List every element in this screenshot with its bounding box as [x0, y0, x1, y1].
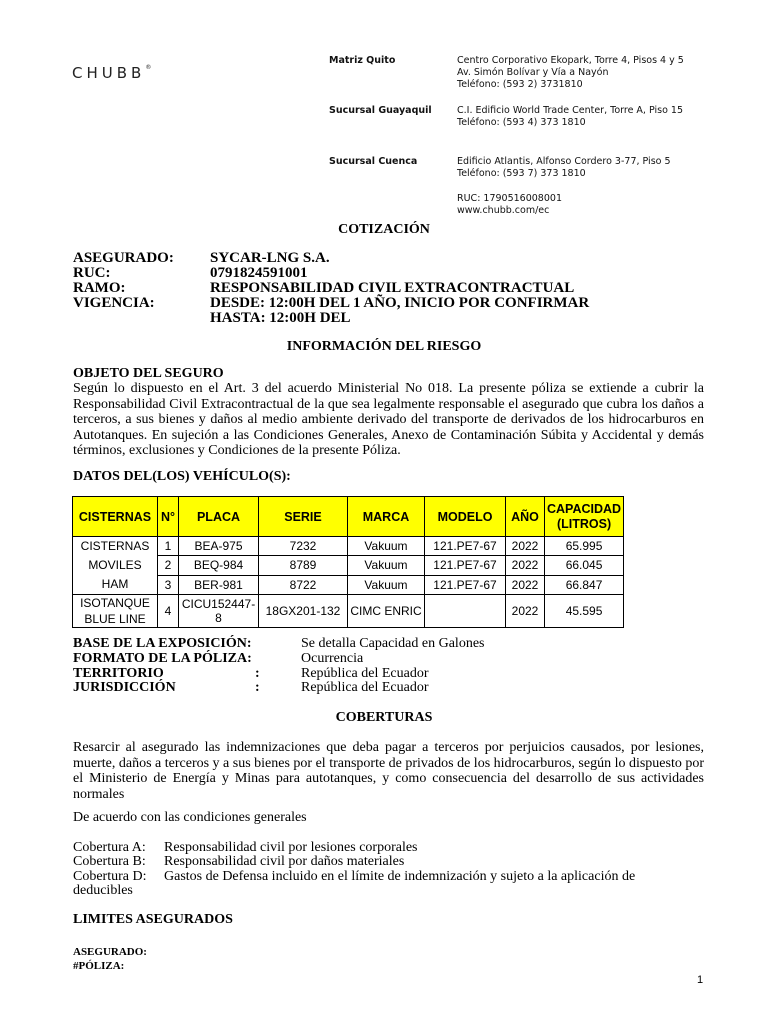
- asegurado-label: ASEGURADO:: [73, 250, 174, 266]
- vigencia-hasta: HASTA: 12:00H DEL: [210, 310, 351, 326]
- cell-marca: CIMC ENRIC: [348, 595, 425, 628]
- table-row: [73, 595, 624, 628]
- coberturas-text: Resarcir al asegurado las indemnizaciones que deba pagar a terceros por perjuicios causados, por lesiones, muerte, daños a terceros y a sus bienes por el transporte de privados de los hidrocarburos, según lo dispuesto por el Ministerio de Energía y Minas para autotanques, y como consecuencia del desarrollo de sus actividades normales: [73, 740, 705, 802]
- col-modelo: MODELO: [425, 497, 506, 537]
- vigencia-label: VIGENCIA:: [73, 295, 155, 311]
- office-address-cuenca: [457, 156, 671, 180]
- ramo-label: RAMO:: [73, 280, 126, 296]
- office-address-guayaquil: [457, 105, 683, 129]
- cell-n: 2: [158, 556, 179, 575]
- objeto-text: Según lo dispuesto en el Art. 3 del acuerdo Ministerial No 018. La presente póliza se extiende a cubrir la Responsabilidad Civil Extracontractual de la que sea legalmente responsable el asegurado que cubra los daños a terceros, a sus bienes y daños al medio ambiente derivado del transporte de derivados de los hidrocarburos en Autotanques. En sujeción a las Condiciones Generales, Anexo de Contaminación Súbita y Accidental y demás términos, exclusiones y Condiciones de la presente Póliza.: [73, 381, 704, 458]
- coberturas-heading: COBERTURAS: [335, 710, 433, 725]
- cell-marca: Vakuum: [348, 575, 425, 594]
- table-row: [73, 537, 624, 556]
- office-label-quito: Matriz Quito: [329, 55, 396, 66]
- address-line: Centro Corporativo Ekopark, Torre 4, Pisos 4 y 5: [457, 55, 684, 66]
- cell-capacidad: 45.595: [545, 595, 624, 628]
- cell-marca: Vakuum: [348, 556, 425, 575]
- address-line: Teléfono: (593 7) 373 1810: [457, 168, 586, 179]
- cell-anio: 2022: [506, 595, 545, 628]
- cell-serie: 18GX201-132: [259, 595, 348, 628]
- cell-serie: 7232: [259, 537, 348, 556]
- address-line: C.I. Edificio World Trade Center, Torre A, Piso 15: [457, 105, 684, 116]
- exposicion-value: Se detalla Capacidad en Galones: [301, 636, 485, 651]
- group-isotanque-cell: [73, 595, 158, 628]
- cell-serie: 8789: [259, 556, 348, 575]
- group-label-line: CISTERNAS: [80, 539, 150, 553]
- col-anio: AÑO: [506, 497, 545, 537]
- objeto-heading: OBJETO DEL SEGURO: [73, 366, 224, 381]
- cell-capacidad: 65.995: [545, 537, 624, 556]
- group-label-line: HAM: [101, 577, 129, 591]
- cell-capacidad: 66.847: [545, 575, 624, 594]
- col-cisternas: CISTERNAS: [73, 497, 158, 537]
- table-header-row: [73, 497, 624, 537]
- office-address-quito: [457, 55, 684, 91]
- limites-asegurado-label: ASEGURADO:: [73, 946, 147, 958]
- cell-anio: 2022: [506, 556, 545, 575]
- territorio-colon: :: [255, 666, 260, 681]
- cobertura-b-value: Responsabilidad civil por daños materiales: [164, 854, 405, 869]
- vehicles-heading: DATOS DEL(LOS) VEHÍCULO(S):: [73, 469, 291, 484]
- document-title: COTIZACIÓN: [338, 222, 430, 237]
- cell-serie: 8722: [259, 575, 348, 594]
- address-line: Teléfono: (593 4) 373 1810: [457, 117, 586, 128]
- cell-n: 3: [158, 575, 179, 594]
- cobertura-a-label: Cobertura A:: [73, 840, 146, 855]
- jurisdiccion-colon: :: [255, 680, 260, 695]
- group-label-line: ISOTANQUE: [80, 596, 150, 610]
- page-number: 1: [697, 974, 704, 986]
- cell-n: 1: [158, 537, 179, 556]
- cell-placa: BEA-975: [179, 537, 259, 556]
- formato-value: Ocurrencia: [301, 651, 364, 666]
- company-ruc: RUC: 1790516008001: [457, 193, 562, 204]
- col-serie: SERIE: [259, 497, 348, 537]
- cobertura-a-value: Responsabilidad civil por lesiones corporales: [164, 840, 418, 855]
- col-capacidad: [545, 497, 624, 537]
- col-placa: PLACA: [179, 497, 259, 537]
- cell-modelo: 121.PE7-67: [425, 575, 506, 594]
- vehicles-table: [72, 496, 624, 628]
- coberturas-intro: De acuerdo con las condiciones generales: [73, 810, 307, 825]
- formato-label: FORMATO DE LA PÓLIZA:: [73, 651, 252, 666]
- territorio-value: República del Ecuador: [301, 666, 429, 681]
- address-line: Av. Simón Bolívar y Vía a Nayón: [457, 67, 609, 78]
- territorio-label: TERRITORIO: [73, 666, 164, 681]
- group-label-line: BLUE LINE: [84, 612, 146, 626]
- cell-marca: Vakuum: [348, 537, 425, 556]
- cell-placa: BER-981: [179, 575, 259, 594]
- limites-poliza-label: #PÓLIZA:: [73, 960, 125, 972]
- address-line: Teléfono: (593 2) 3731810: [457, 79, 583, 90]
- cell-placa: CICU152447-8: [179, 595, 259, 628]
- jurisdiccion-value: República del Ecuador: [301, 680, 429, 695]
- cobertura-b-label: Cobertura B:: [73, 854, 146, 869]
- cobertura-d-value: Gastos de Defensa incluido en el límite de indemnización y sujeto a la aplicación de: [164, 869, 636, 884]
- exposicion-label: BASE DE LA EXPOSICIÓN:: [73, 636, 252, 651]
- ramo-value: RESPONSABILIDAD CIVIL EXTRACONTRACTUAL: [210, 280, 575, 296]
- cell-anio: 2022: [506, 537, 545, 556]
- vigencia-desde: DESDE: 12:00H DEL 1 AÑO, INICIO POR CONFIRMAR: [210, 295, 590, 311]
- cell-modelo: [425, 595, 506, 628]
- jurisdiccion-label: JURISDICCIÓN: [73, 680, 176, 695]
- cell-anio: 2022: [506, 575, 545, 594]
- cell-n: 4: [158, 595, 179, 628]
- ruc-value: 0791824591001: [210, 265, 308, 281]
- office-label-cuenca: Sucursal Cuenca: [329, 156, 418, 167]
- col-n: N°: [158, 497, 179, 537]
- group-cisternas-cell: [73, 537, 158, 595]
- company-website: www.chubb.com/ec: [457, 205, 550, 216]
- address-line: Edificio Atlantis, Alfonso Cordero 3-77, Piso 5: [457, 156, 671, 167]
- cobertura-d-cont: deducibles: [73, 883, 133, 898]
- group-label-line: MOVILES: [88, 558, 142, 572]
- limites-heading: LIMITES ASEGURADOS: [73, 912, 233, 927]
- company-ruc-web: [457, 193, 562, 217]
- cell-modelo: 121.PE7-67: [425, 537, 506, 556]
- cobertura-d-label: Cobertura D:: [73, 869, 147, 884]
- cell-modelo: 121.PE7-67: [425, 556, 506, 575]
- cell-placa: BEQ-984: [179, 556, 259, 575]
- col-marca: MARCA: [348, 497, 425, 537]
- risk-info-heading: INFORMACIÓN DEL RIESGO: [286, 339, 482, 354]
- office-label-guayaquil: Sucursal Guayaquil: [329, 105, 432, 116]
- ruc-label: RUC:: [73, 265, 111, 281]
- asegurado-value: SYCAR-LNG S.A.: [210, 250, 330, 266]
- chubb-logo: CHUBB®: [72, 64, 152, 82]
- col-capacidad-line1: CAPACIDAD: [547, 501, 622, 516]
- cell-capacidad: 66.045: [545, 556, 624, 575]
- col-capacidad-line2: (LITROS): [556, 516, 612, 531]
